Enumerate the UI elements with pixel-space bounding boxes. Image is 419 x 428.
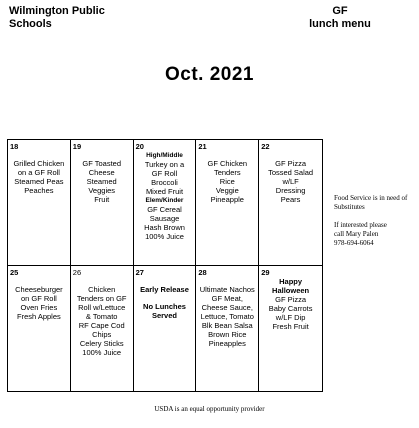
menu-item: w/LF Dip — [275, 312, 306, 322]
menu-item: Tenders on GF — [76, 293, 127, 303]
day-cell-19 — [71, 140, 134, 266]
menu-item: Tenders — [213, 168, 241, 177]
day-cell-27 — [134, 266, 197, 392]
menu-item: Fruit — [94, 195, 110, 204]
usda-footer: USDA is an equal opportunity provider — [154, 405, 265, 413]
menu-item: 100% Juice — [145, 232, 184, 241]
day-number: 18 — [10, 142, 19, 151]
menu-item: GF Meat, — [211, 293, 243, 303]
menu-item: Pineapple — [210, 195, 244, 204]
day-cell-26 — [71, 266, 134, 392]
no-lunch-notice: Served — [151, 310, 177, 320]
menu-item: Broccoli — [151, 178, 178, 187]
menu-item: w/LF — [282, 177, 299, 186]
substitutes-notice — [334, 194, 416, 257]
menu-item: Chips — [92, 329, 112, 339]
menu-item: Pears — [280, 195, 301, 204]
menu-item: GF Chicken — [207, 159, 248, 168]
menu-item: Fresh Fruit — [272, 321, 309, 331]
day-number: 28 — [198, 267, 207, 277]
day-number: 29 — [261, 267, 270, 277]
menu-item: Chicken — [88, 284, 116, 294]
menu-item: Peaches — [24, 186, 54, 195]
day-cell-28 — [196, 266, 259, 392]
menu-item: Veggie — [215, 186, 239, 195]
holiday-greeting: Happy — [279, 276, 303, 286]
menu-item: Brown Rice — [208, 329, 247, 339]
menu-item: & Tomato — [85, 311, 118, 321]
menu-item: Steamed Peas — [14, 177, 64, 186]
menu-item: GF Pizza — [275, 159, 306, 168]
menu-item: Grilled Chicken — [13, 159, 65, 168]
menu-title-line-1: GF — [332, 5, 348, 17]
district-name — [9, 5, 129, 31]
day-number: 22 — [261, 142, 270, 151]
menu-item: Hash Brown — [144, 223, 185, 232]
substitutes-need-text: Food Service is in need of Substitutes — [334, 194, 408, 211]
menu-item: Lettuce, Tomato — [200, 311, 254, 321]
menu-title-line-2: lunch menu — [309, 18, 371, 30]
no-lunch-notice: No Lunches — [143, 301, 186, 311]
menu-item: GF Cereal — [147, 205, 182, 214]
menu-item: Cheeseburger — [15, 284, 63, 294]
holiday-greeting: Halloween — [272, 285, 310, 295]
day-cell-22 — [259, 140, 322, 266]
day-number: 21 — [198, 142, 207, 151]
day-cell-18 — [8, 140, 71, 266]
menu-item: Pineapples — [208, 338, 246, 348]
menu-item: GF Toasted — [82, 159, 122, 168]
month-title: Oct. 2021 — [165, 64, 254, 85]
menu-calendar — [7, 139, 323, 392]
grade-label-high-middle: High/Middle — [146, 152, 183, 159]
day-cell-20 — [134, 140, 197, 266]
district-line-1: Wilmington Public — [9, 5, 105, 17]
day-number: 26 — [72, 267, 82, 277]
day-number: 19 — [72, 142, 82, 151]
day-cell-21 — [196, 140, 259, 266]
menu-item: Dressing — [275, 186, 306, 195]
menu-item: GF Pizza — [275, 294, 306, 304]
menu-item: Blk Bean Salsa — [201, 320, 253, 330]
menu-item: Cheese — [88, 168, 115, 177]
day-number: 25 — [10, 267, 19, 277]
menu-item: Celery Sticks — [79, 338, 124, 348]
menu-item: Veggies — [88, 186, 116, 195]
menu-item: on GF Roll — [20, 293, 57, 303]
menu-item: GF Roll — [151, 169, 178, 178]
contact-line: If interested please — [334, 221, 387, 229]
day-cell-29 — [259, 266, 322, 392]
menu-item: 100% Juice — [82, 347, 122, 357]
menu-item: Tossed Salad — [268, 168, 314, 177]
menu-item: Fresh Apples — [17, 311, 61, 321]
menu-item: Ultimate Nachos — [199, 284, 255, 294]
contact-line: call Mary Palen — [334, 230, 379, 238]
day-number: 20 — [135, 142, 144, 151]
menu-title — [280, 5, 400, 31]
early-release-notice: Early Release — [140, 284, 189, 294]
menu-item: Rice — [219, 177, 235, 186]
menu-item: Roll w/Lettuce — [78, 302, 126, 312]
menu-item: RF Cape Cod — [78, 320, 125, 330]
district-line-2: Schools — [9, 18, 52, 30]
contact-info — [334, 221, 416, 248]
menu-item: Baby Carrots — [268, 303, 313, 313]
menu-item: Cheese Sauce, — [201, 302, 253, 312]
menu-item: Sausage — [149, 214, 180, 223]
day-number: 27 — [135, 267, 144, 277]
contact-phone: 978-694-6064 — [334, 239, 374, 247]
menu-item: on a GF Roll — [17, 168, 60, 177]
menu-item: Turkey on a — [144, 160, 185, 169]
menu-item: Steamed — [86, 177, 117, 186]
day-cell-25 — [8, 266, 71, 392]
menu-item: Mixed Fruit — [145, 187, 184, 196]
grade-label-elem-kinder: Elem/Kinder — [145, 197, 184, 204]
menu-item: Oven Fries — [20, 302, 58, 312]
